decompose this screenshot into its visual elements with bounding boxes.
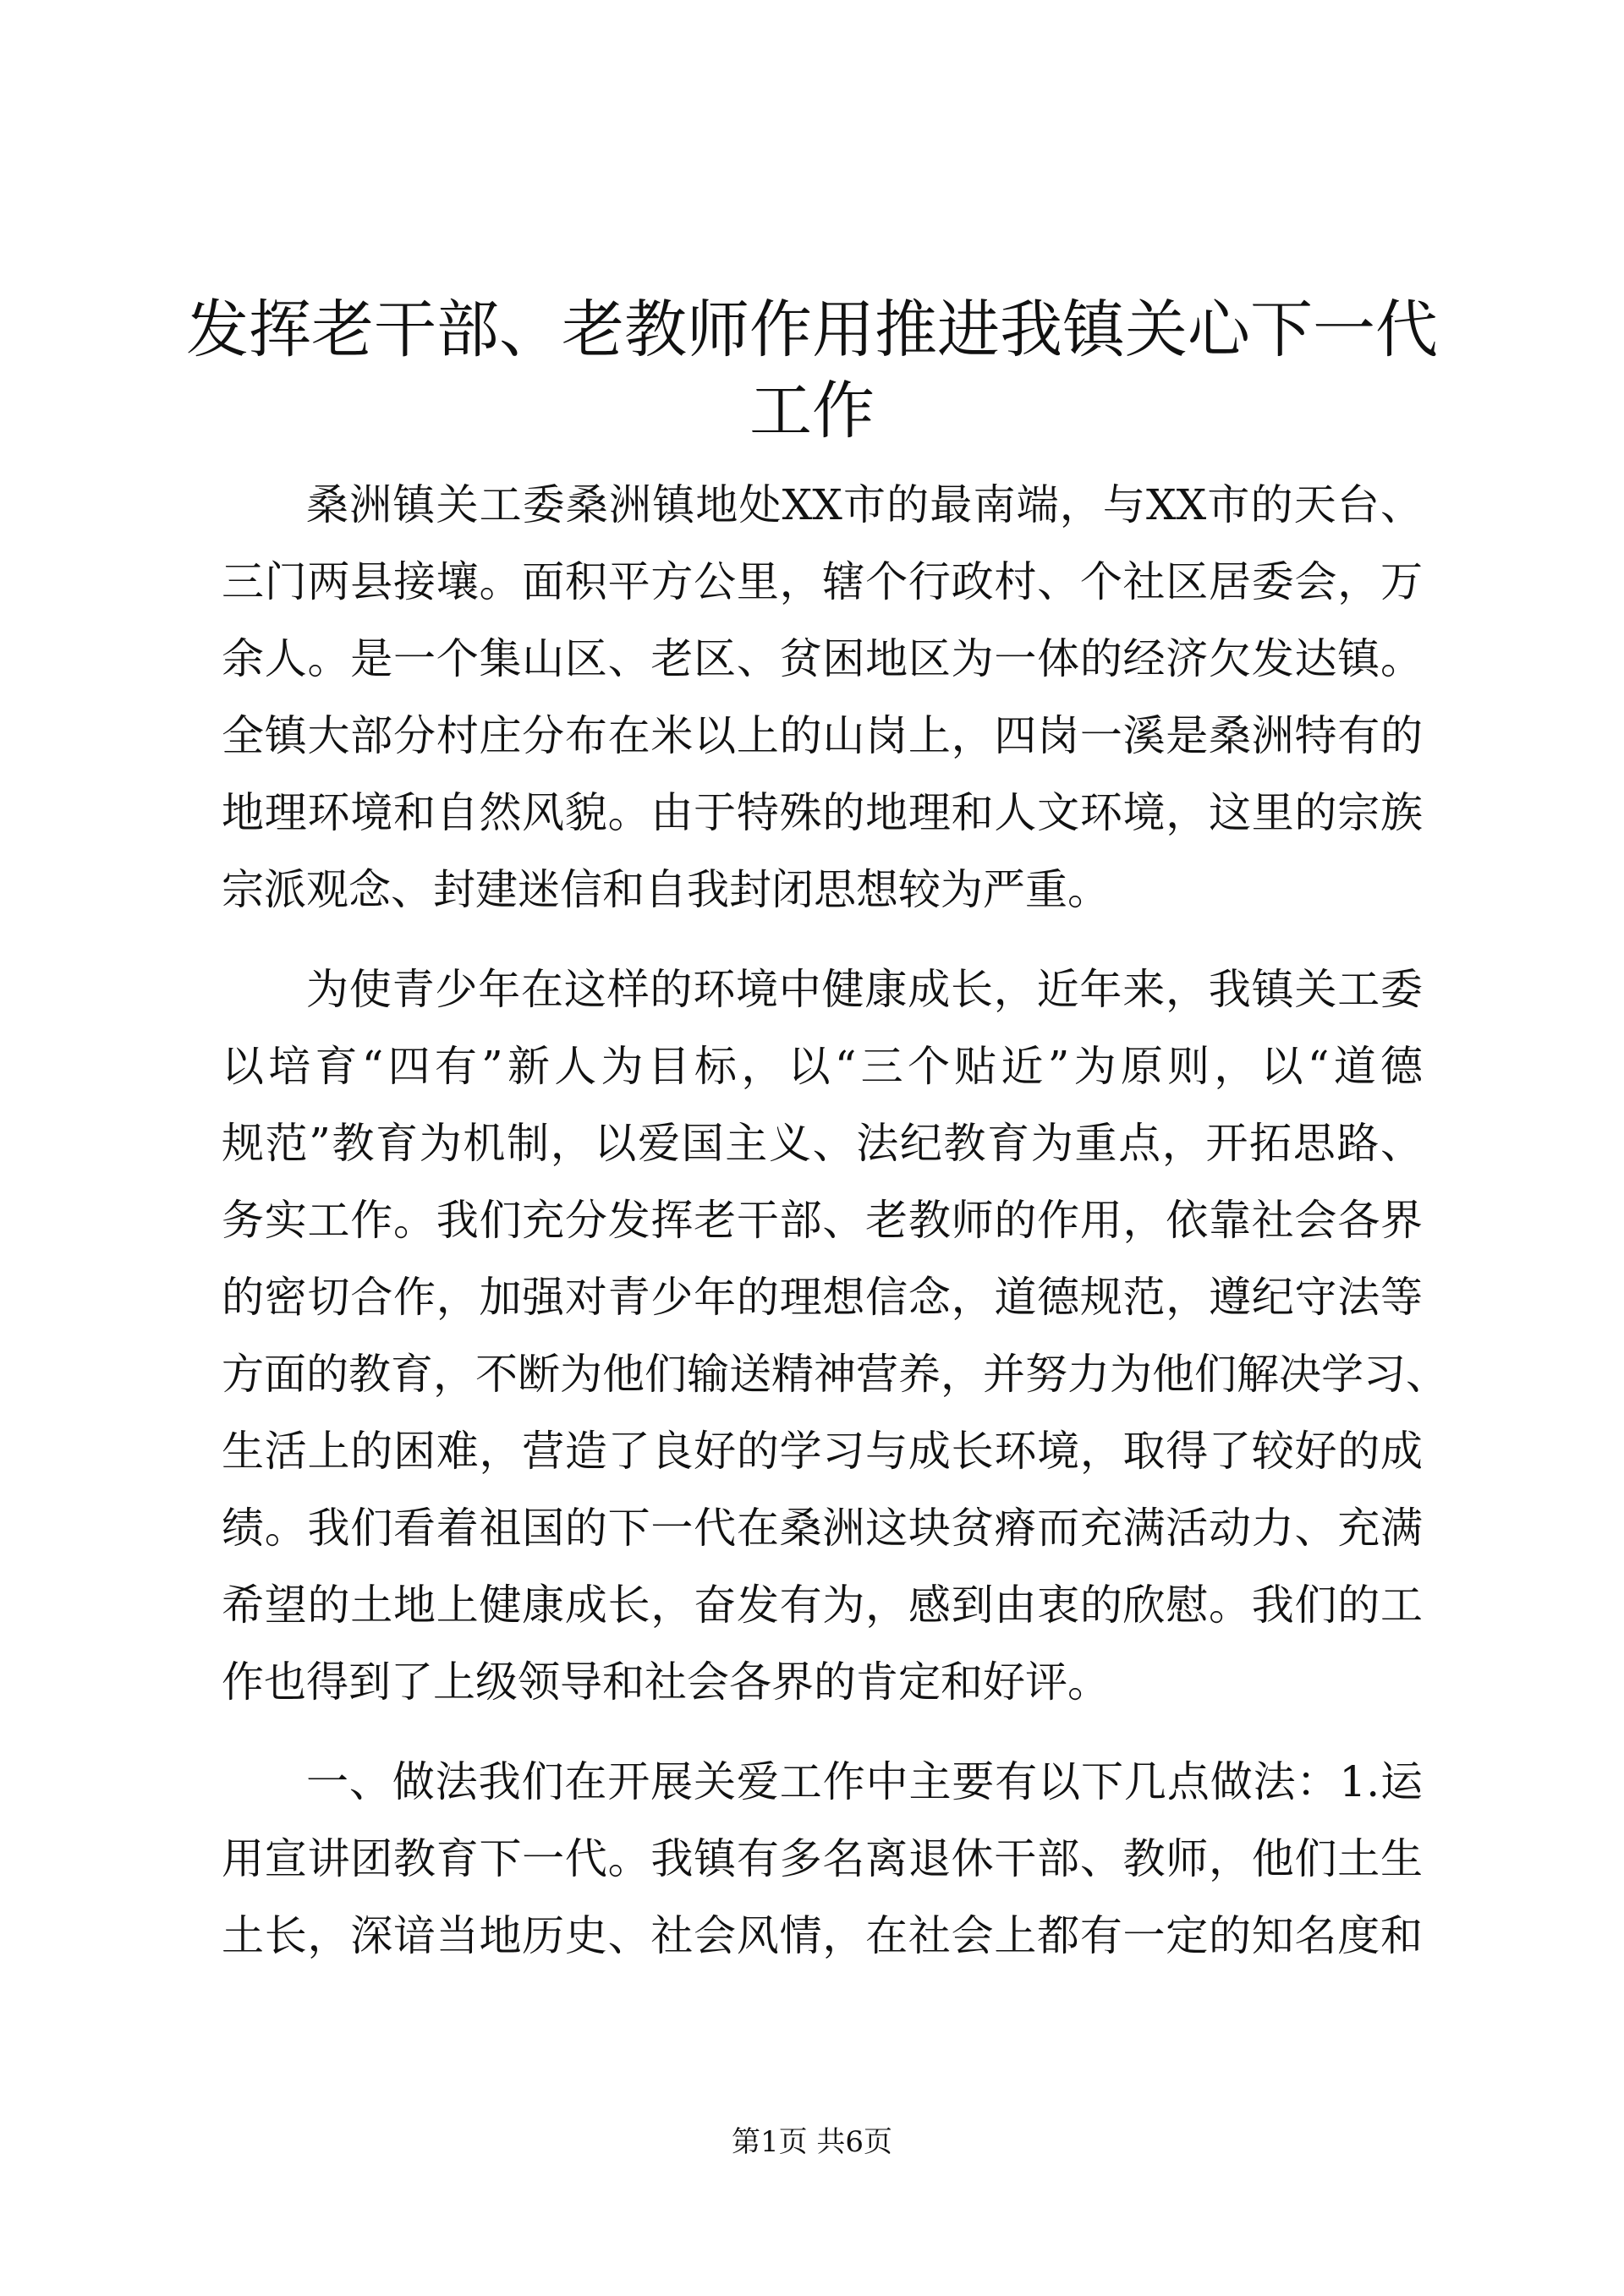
text-line: 方面的教育，不断为他们输送精神营养，并努力为他们解决学习、 bbox=[222, 1350, 1448, 1399]
document-body bbox=[222, 467, 1448, 1997]
document-title bbox=[169, 289, 1455, 452]
text-line: 生活上的困难，营造了良好的学习与成长环境，取得了较好的成 bbox=[222, 1427, 1423, 1476]
text-line: 希望的土地上健康成长，奋发有为，感到由衷的欣慰。我们的工 bbox=[222, 1581, 1423, 1630]
text-line: 规范”教育为机制，以爱国主义、法纪教育为重点，开拓思路、 bbox=[222, 1119, 1423, 1168]
text-line: 为使青少年在这样的环境中健康成长，近年来，我镇关工委 bbox=[306, 965, 1423, 1014]
text-line: 务实工作。我们充分发挥老干部、老教师的作用，依靠社会各界 bbox=[222, 1196, 1423, 1245]
text-line: 全镇大部分村庄分布在米以上的山岗上，四岗一溪是桑洲特有的 bbox=[222, 711, 1423, 760]
text-line: 桑洲镇关工委桑洲镇地处XX市的最南端，与XX市的天台、 bbox=[306, 480, 1423, 529]
text-line: 的密切合作，加强对青少年的理想信念，道德规范，遵纪守法等 bbox=[222, 1273, 1423, 1322]
text-line: 绩。我们看着祖国的下一代在桑洲这块贫瘠而充满活动力、充满 bbox=[222, 1504, 1423, 1553]
text-line: 地理环境和自然风貌。由于特殊的地理和人文环境，这里的宗族 bbox=[222, 788, 1423, 837]
text-line: 作也得到了上级领导和社会各界的肯定和好评。 bbox=[222, 1658, 1110, 1707]
text-line: 以培育“四有”新人为目标，以“三个贴近”为原则，以“道德 bbox=[222, 1042, 1423, 1091]
text-line: 余人。是一个集山区、老区、贫困地区为一体的经济欠发达镇。 bbox=[222, 634, 1423, 683]
text-line: 土长，深谙当地历史、社会风情，在社会上都有一定的知名度和 bbox=[222, 1911, 1423, 1960]
paragraph-2 bbox=[222, 951, 1448, 1721]
paragraph-3 bbox=[222, 1744, 1423, 1975]
text-line: 一、做法我们在开展关爱工作中主要有以下几点做法：1.运 bbox=[306, 1757, 1423, 1806]
title-line: 发挥老干部、老教师作用推进我镇关心下一代 bbox=[186, 293, 1438, 366]
text-line: 用宣讲团教育下一代。我镇有多名离退休干部、教师，他们土生 bbox=[222, 1834, 1423, 1883]
text-line: 三门两县接壤。面积平方公里，辖个行政村、个社区居委会，万 bbox=[222, 557, 1423, 606]
text-line: 宗派观念、封建迷信和自我封闭思想较为严重。 bbox=[222, 865, 1110, 914]
page-number: 第1页 共6页 bbox=[731, 2125, 893, 2159]
paragraph-1 bbox=[222, 467, 1423, 929]
title-line: 工作 bbox=[749, 375, 875, 447]
